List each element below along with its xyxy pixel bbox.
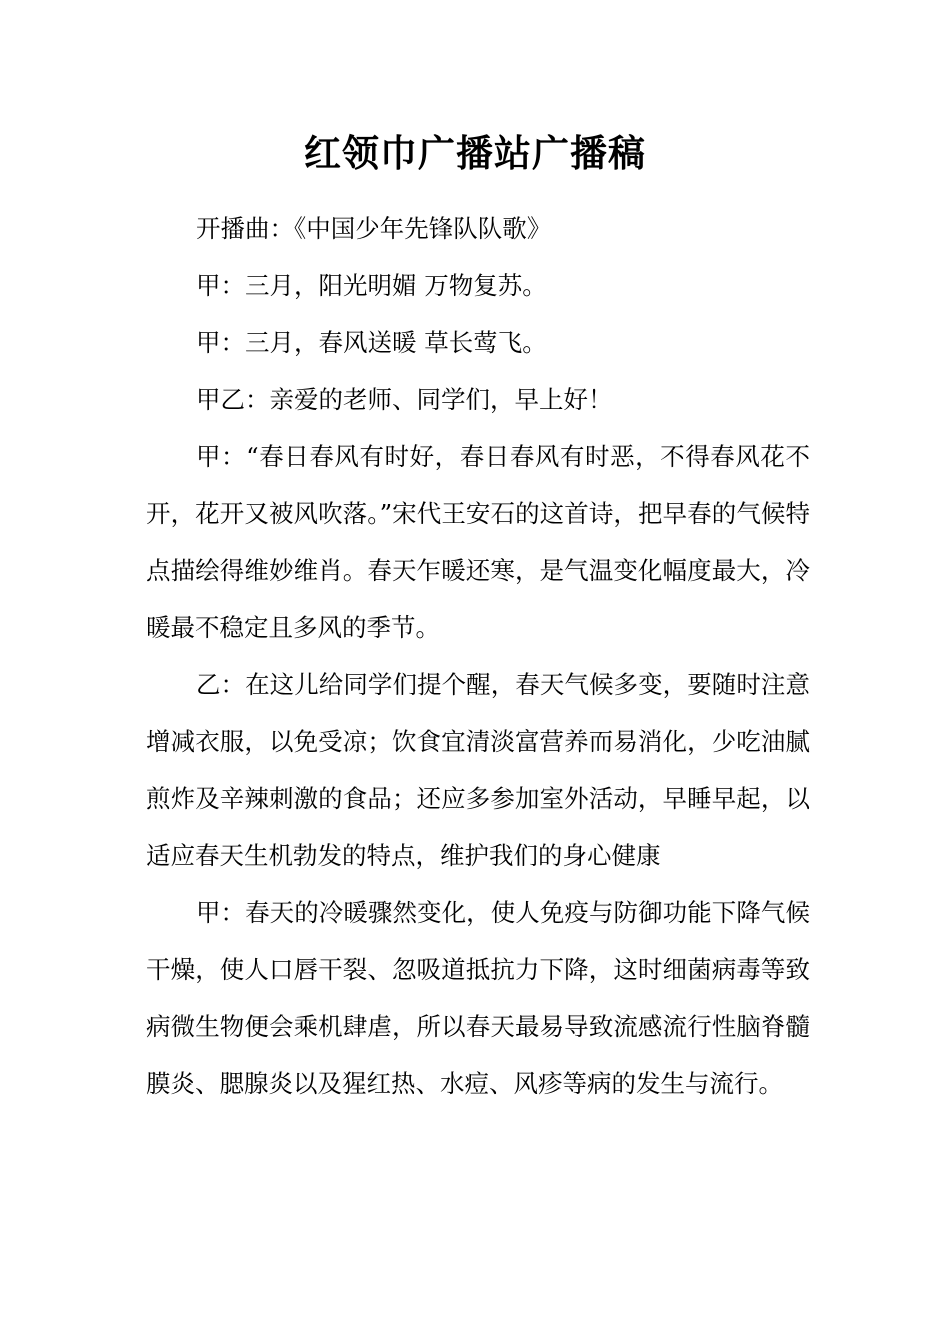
document-body (146, 200, 810, 1112)
paragraph-jia-disease: 甲：春天的冷暖骤然变化，使人免疫与防御功能下降气候干燥，使人口唇干裂、忽吸道抵抗力下降，这时细菌病毒等致病微生物便会乘机肆虐，所以春天最易导致流感流行性脑脊髓膜炎、腮腺炎以及猩红热、水痘、风疹等病的发生与流行。 (146, 898, 810, 1098)
document-title: 红领巾广播站广播稿 (304, 131, 646, 175)
paragraph-greeting: 甲乙：亲爱的老师、同学们，早上好！ (196, 385, 613, 414)
paragraph-jia-2: 甲：三月，春风送暖 草长莺飞。 (196, 328, 547, 357)
paragraph-yi-advice: 乙：在这儿给同学们提个醒，春天气候多变，要随时注意增减衣服，以免受凉；饮食宜清淡富营养而易消化，少吃油腻煎炸及辛辣刺激的食品；还应多参加室外活动，早睡早起，以适应春天生机勃发的特点，维护我们的身心健康 (146, 670, 810, 870)
paragraph-jia-poem: 甲：“春日春风有时好，春日春风有时恶，不得春风花不开，花开又被风吹落。”宋代王安石的这首诗，把早春的气候特点描绘得维妙维肖。春天乍暖还寒，是气温变化幅度最大，冷暖最不稳定且多风的季节。 (146, 442, 810, 642)
paragraph-opening-song: 开播曲：《中国少年先锋队队歌》 (196, 214, 552, 243)
paragraph-jia-1: 甲：三月，阳光明媚 万物复苏。 (196, 271, 547, 300)
